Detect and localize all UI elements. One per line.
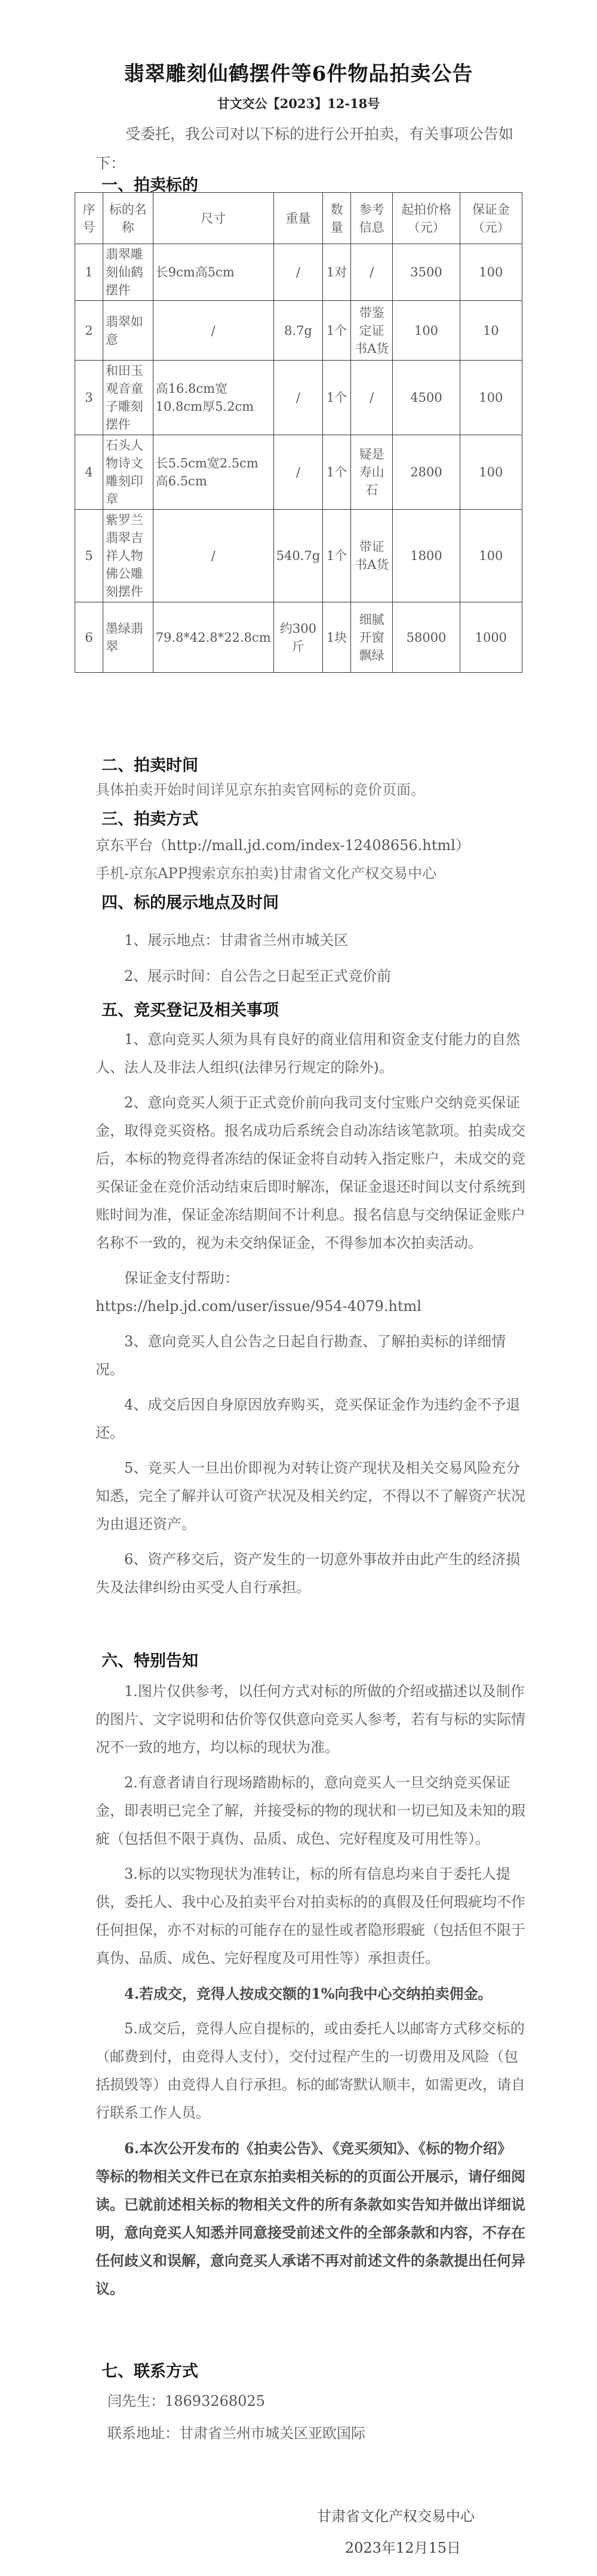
registration-item-2: 2、意向竞买人须于正式竞价前向我司支付宝账户交纳竞买保证金，取得竞买资格。报名成功后系统会自动冻结该笔款项。拍卖成交后，本标的物竞得者冻结的保证金将自动转入指定账户，未成交的竞买保证金在竞价活动结束后即时解冻，保证金退还时间以支付系统到账时间为准，保证金冻结期间不计利息。报名信息与交纳保证金账户名称不一致的，视为未交纳保证金，不得参加本次拍卖活动。 [96, 1094, 525, 1251]
table-cell: 100 [393, 301, 460, 361]
table-cell: 1块 [323, 602, 351, 673]
table-cell: 1个 [323, 361, 351, 435]
section-heading-time: 二、拍卖时间 [101, 756, 198, 775]
table-cell: 疑是寿山石 [350, 435, 392, 510]
table-cell: 100 [460, 361, 522, 435]
table-cell: 1对 [323, 244, 351, 301]
section-heading-lots: 一、拍卖标的 [101, 176, 198, 195]
table-cell: 6 [75, 602, 103, 673]
header-cell: 重量 [273, 193, 323, 244]
table-cell: 2 [75, 301, 103, 361]
document-number: 甘文交公【2023】12-18号 [217, 96, 380, 111]
table-row [75, 435, 522, 510]
table-cell: 100 [460, 435, 522, 510]
payment-help-label: 保证金支付帮助： [124, 1270, 239, 1287]
table-cell: / [153, 301, 273, 361]
table-row [75, 244, 522, 301]
table-cell: 1800 [393, 510, 460, 602]
platform-link[interactable]: 京东平台（http://mall.jd.com/index-12408656.html） [96, 837, 470, 854]
table-cell: 1个 [323, 301, 351, 361]
app-search-text: 手机-京东APP搜索京东拍卖)甘肃省文化产权交易中心 [96, 865, 437, 882]
section-heading-method: 三、拍卖方式 [101, 810, 198, 829]
display-location: 1、展示地点：甘肃省兰州市城关区 [124, 932, 349, 949]
table-cell: / [153, 510, 273, 602]
section-heading-notice: 六、特别告知 [101, 1652, 198, 1670]
auction-time-text: 具体拍卖开始时间详见京东拍卖官网标的竞价页面。 [96, 781, 425, 798]
section-contact-text [96, 2385, 525, 2449]
intro-text: 受委托，我公司对以下标的进行公开拍卖，有关事项公告如下： [96, 125, 514, 172]
display-time: 2、展示时间：自公告之日起至正式竞价前 [124, 968, 392, 984]
table-cell: 3500 [393, 244, 460, 301]
intro-paragraph [96, 119, 537, 178]
section-time-text [96, 776, 525, 804]
table-cell: 1000 [460, 602, 522, 673]
registration-item-4: 4、成交后因自身原因放弃购买，竞买保证金作为违约金不予退还。 [96, 1396, 521, 1441]
table-cell: 58000 [393, 602, 460, 673]
registration-item-5: 5、竞买人一旦出价即视为对转让资产现状及相关交易风险充分知悉，完全了解并认可资产状况及相关约定，不得以不了解资产状况为由退还资产。 [96, 1460, 525, 1532]
payment-help-link[interactable]: https://help.jd.com/user/issue/954-4079.html [96, 1298, 421, 1315]
notice-item-2: 2.有意者请自行现场踏勘标的，意向竞买人一旦交纳竞买保证金，即表明已完全了解，并接受标的物的现状和一切已知及未知的瑕疵（包括但不限于真伪、品质、成色、完好程度及可用性等）。 [96, 1774, 525, 1847]
table-cell: 长9cm高5cm [153, 244, 273, 301]
table-row [75, 510, 522, 602]
table-cell: 1 [75, 244, 103, 301]
registration-item-1: 1、意向竞买人须为具有良好的商业信用和资金支付能力的自然人、法人及非法人组织(法律另行规定的除外)。 [96, 1031, 521, 1076]
table-cell: 石头人物诗文雕刻印章 [103, 435, 153, 510]
table-cell: 1个 [323, 435, 351, 510]
section-heading-display: 四、标的展示地点及时间 [101, 894, 279, 912]
header-cell: 参考信息 [350, 193, 392, 244]
registration-item-3: 3、意向竞买人自公告之日起自行勘查、了解拍卖标的详细情况。 [96, 1333, 506, 1378]
header-cell: 标的名称 [103, 193, 153, 244]
section-method-text [96, 832, 525, 888]
table-cell: 带鉴定证书A货 [350, 301, 392, 361]
page-title: 翡翠雕刻仙鹤摆件等6件物品拍卖公告 [124, 62, 473, 86]
table-cell: 约300斤 [273, 602, 323, 673]
notice-item-5: 5.成交后，竞得人应自提标的，或由委托人以邮寄方式移交标的（邮费到付，由竞得人支付），交付过程产生的一切费用及风险（包括损毁等）由竞得人自行承担。标的邮寄默认顺丰，如需更改，请自行联系工作人员。 [96, 2020, 525, 2121]
section-heading-contact: 七、联系方式 [101, 2362, 198, 2381]
table-row [75, 602, 522, 673]
table-cell: 100 [460, 244, 522, 301]
table-cell: 10 [460, 301, 522, 361]
header-cell: 数量 [323, 193, 351, 244]
header-cell: 保证金（元） [460, 193, 522, 244]
table-cell: 100 [460, 510, 522, 602]
table-row [75, 301, 522, 361]
section-display-text [96, 922, 525, 994]
table-cell: 细腻开窗飘绿 [350, 602, 392, 673]
table-cell: 1个 [323, 510, 351, 602]
table-cell: 带证书A货 [350, 510, 392, 602]
notice-item-1: 1.图片仅供参考，以任何方式对标的所做的介绍或描述以及制作的图片、文字说明和估价等仅供意向竞买人参考，若有与标的实际情况不一致的地方，均以标的现状为准。 [96, 1683, 525, 1756]
table-cell: 紫罗兰翡翠吉祥人物佛公雕刻摆件 [103, 510, 153, 602]
table-cell: 高16.8cm宽10.8cm厚5.2cm [153, 361, 273, 435]
table-cell: 4500 [393, 361, 460, 435]
notice-item-3: 3.标的以实物现状为准转让，标的所有信息均来自于委托人提供，委托人、我中心及拍卖平台对拍卖标的的真假及任何瑕疵均不作任何担保，亦不对标的可能存在的显性或者隐形瑕疵（包括但不限于真伪、品质、成色、完好程度及可用性等）承担责任。 [96, 1866, 525, 1966]
table-cell: 4 [75, 435, 103, 510]
table-header-row [75, 193, 522, 244]
notice-item-6: 6.本次公开发布的《拍卖公告》、《竞买须知》、《标的物介绍》等标的物相关文件已在京东拍卖相关标的的页面公开展示，请仔细阅读。已就前述相关标的物相关文件的所有条款如实告知并做出详细说明，意向竞买人知悉并同意接受前述文件的全部条款和内容，不存在任何歧义和误解，意向竞买人承诺不再对前述文件的条款提出任何异议。 [96, 2140, 525, 2297]
contact-person: 闫先生：18693268025 [107, 2393, 265, 2409]
signature-date: 2023年12月15日 [344, 2540, 461, 2556]
table-cell: / [273, 244, 323, 301]
header-cell: 起拍价格（元） [393, 193, 460, 244]
table-row [75, 361, 522, 435]
table-cell: 540.7g [273, 510, 323, 602]
table-cell: 79.8*42.8*22.8cm [153, 602, 273, 673]
table-cell: 墨绿翡翠 [103, 602, 153, 673]
signature-org: 甘肃省文化产权交易中心 [317, 2508, 475, 2525]
section-notice-text [96, 1678, 525, 2303]
registration-item-6: 6、资产移交后，资产发生的一切意外事故并由此产生的经济损失及法律纠纷由买受人自行承担。 [96, 1551, 521, 1596]
header-cell: 尺寸 [153, 193, 273, 244]
table-cell: 长5.5cm宽2.5cm高6.5cm [153, 435, 273, 510]
table-cell: 8.7g [273, 301, 323, 361]
table-cell: / [350, 244, 392, 301]
table-cell: 3 [75, 361, 103, 435]
table-cell: 2800 [393, 435, 460, 510]
header-cell: 序号 [75, 193, 103, 244]
contact-address: 联系地址：甘肃省兰州市城关区亚欧国际 [107, 2425, 365, 2442]
section-registration-text [96, 1026, 525, 1602]
section-heading-registration: 五、竞买登记及相关事项 [101, 1001, 279, 1020]
table-cell: 和田玉观音童子雕刻摆件 [103, 361, 153, 435]
lots-table [75, 192, 522, 673]
table-cell: 5 [75, 510, 103, 602]
table-cell: / [273, 361, 323, 435]
notice-item-4: 4.若成交，竞得人按成交额的1%向我中心交纳拍卖佣金。 [124, 1985, 493, 2002]
table-cell: 翡翠雕刻仙鹤摆件 [103, 244, 153, 301]
table-cell: / [350, 361, 392, 435]
table-cell: 翡翠如意 [103, 301, 153, 361]
table-cell: / [273, 435, 323, 510]
